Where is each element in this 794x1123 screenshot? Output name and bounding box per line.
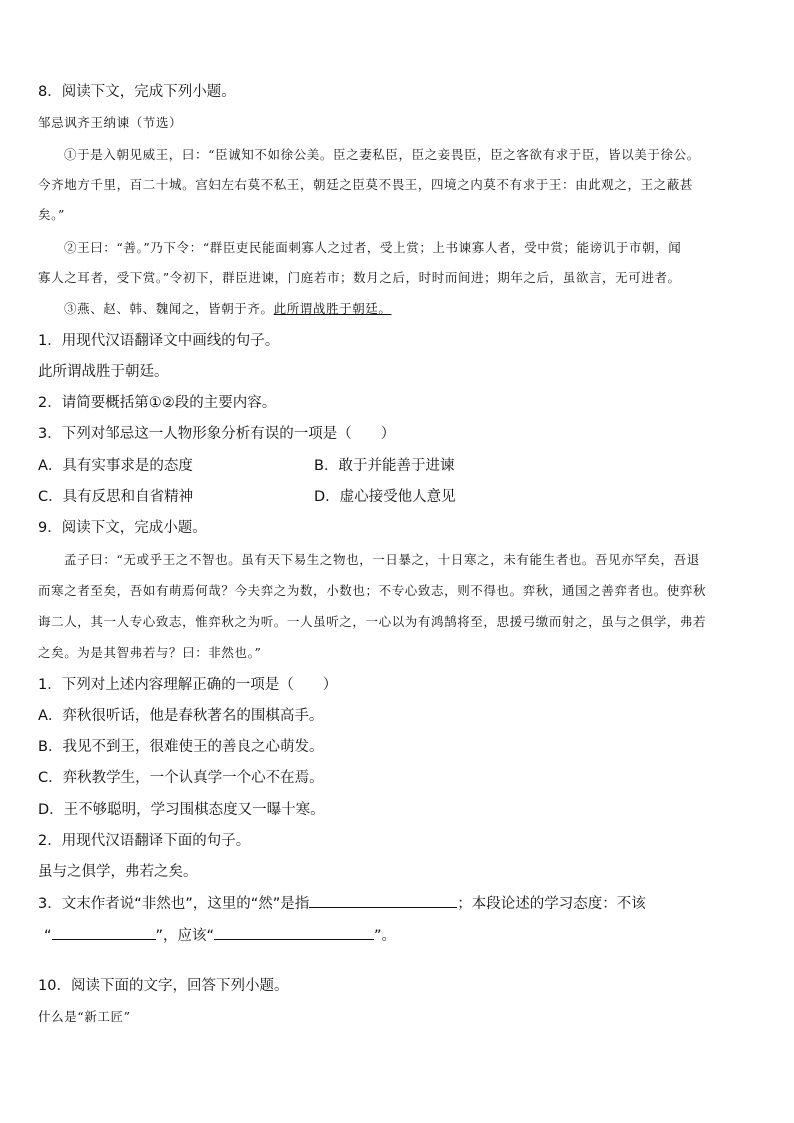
q8-p2-line1: ②王曰：“善。”乃下令：“群臣吏民能面刺寡人之过者，受上赏；上书谏寡人者，受中赏；能谤讥于市朝，闻 [64,240,682,255]
q8-p3-underlined: 此所谓战胜于朝廷。 [273,301,392,316]
answer-blank-2[interactable] [52,925,156,940]
q9-sub1: 1．下列对上述内容理解正确的一项是（ ） [38,677,338,693]
q9-sub3-text-c: “ [44,928,52,944]
q9-heading: 9．阅读下文，完成小题。 [38,520,207,536]
q8-option-d: D．虚心接受他人意见 [314,489,456,505]
q9-passage-line2: 而寒之者至矣，吾如有萌焉何哉？今夫弈之为数，小数也；不专心致志，则不得也。弈秋，通国之善弈者也。使弈秋 [38,583,707,598]
q8-p3 [64,299,392,319]
q10-heading: 10．阅读下面的文字，回答下列小题。 [38,978,289,994]
q8-sub1: 1．用现代汉语翻译文中画线的句子。 [38,333,280,349]
q8-option-b: B．敢于并能善于进谏 [314,458,455,474]
q9-option-d: D．王不够聪明，学习围棋态度又一曝十寒。 [38,802,325,818]
q8-sub1-sentence: 此所谓战胜于朝廷。 [38,364,169,380]
q9-sub3-line2 [44,925,396,946]
q9-sub3-text-d: ”，应该“ [155,928,215,944]
q8-p1-line1: ①于是入朝见威王，曰：“臣诚知不如徐公美。臣之妻私臣，臣之妾畏臣，臣之客欲有求于臣，皆以美于徐公。 [64,147,700,162]
q8-sub3: 3．下列对邹忌这一人物形象分析有误的一项是（ ） [38,426,396,442]
q8-p1-line3: 矣。” [38,207,65,222]
q8-p2-line2: 寡人之耳者，受下赏。”令初下，群臣进谏，门庭若市；数月之后，时时而间进；期年之后，虽欲言，无可进者。 [38,270,681,285]
q10-passage-title: 什么是“新工匠” [38,1009,131,1024]
q9-sub3-line1 [38,893,646,914]
answer-blank-3[interactable] [214,925,374,940]
q8-p1-line2: 今齐地方千里，百二十城。宫妇左右莫不私王，朝廷之臣莫不畏王，四境之内莫不有求于王：由此观之，王之蔽甚 [38,177,694,192]
q9-passage-line3: 诲二人，其一人专心致志，惟弈秋之为听。一人虽听之，一心以为有鸿鹄将至，思援弓缴而射之，虽与之俱学，弗若 [38,614,707,629]
q9-option-b: B．我见不到王，很难使王的善良之心萌发。 [38,739,324,755]
q9-option-a: A．弈秋很听话，他是春秋著名的围棋高手。 [38,708,324,724]
q8-sub2: 2．请简要概括第①②段的主要内容。 [38,395,277,411]
q8-p3-text: ③燕、赵、韩、魏闻之，皆朝于齐。 [64,301,274,316]
q9-sub2-sentence: 虽与之俱学，弗若之矣。 [38,864,198,880]
q8-option-a: A．具有实事求是的态度 [38,458,193,474]
q9-sub2: 2．用现代汉语翻译下面的句子。 [38,833,251,849]
q9-option-c: C．弈秋教学生，一个认真学一个心不在焉。 [38,770,324,786]
q9-sub3-text-b: ；本段论述的学习态度：不该 [457,896,646,912]
q8-option-c: C．具有反思和自省精神 [38,489,194,505]
q9-passage-line1: 孟子曰：“无或乎王之不智也。虽有天下易生之物也，一日暴之，十日寒之，未有能生者也。吾见亦罕矣，吾退 [64,552,700,567]
answer-blank-1[interactable] [309,893,457,908]
q9-sub3-text-a: 3．文末作者说“非然也”，这里的“然”是指 [38,896,310,912]
q9-sub3-text-e: ”。 [374,928,397,944]
q8-heading: 8．阅读下文，完成下列小题。 [38,84,236,100]
q9-passage-line4: 之矣。为是其智弗若与？曰：非然也。” [38,645,262,660]
q8-passage-title: 邹忌讽齐王纳谏（节选） [38,115,183,130]
